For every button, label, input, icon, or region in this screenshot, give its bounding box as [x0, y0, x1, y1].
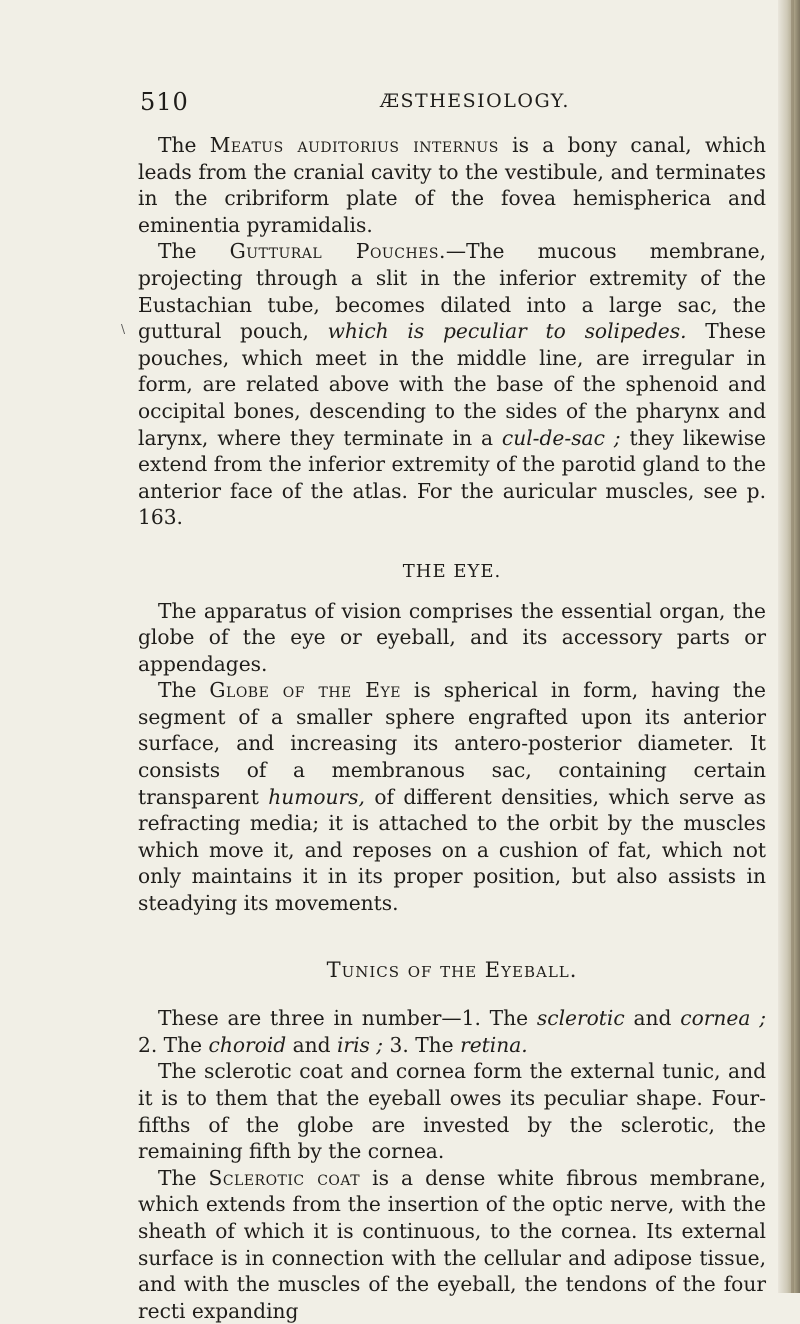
emphasis-cornea: cornea ; [680, 1006, 766, 1031]
emphasis-solipedes: which is peculiar to solipedes. [327, 319, 687, 344]
emphasis-retina: retina. [460, 1032, 528, 1057]
text-run: These pouches, which meet in the middle line, are irregular in form, are related above with the base of the sphenoid and occipital bones, descending to the sides of the pharynx and larynx, where they terminate in a [138, 319, 766, 450]
page-edge-shadow [778, 0, 800, 1293]
text-run: The [158, 133, 210, 157]
text-run: is spherical in form, having the segment of a smaller sphere engrafted upon its anterior surface, and increasing its antero-posterior diameter. It consists of a membranous sac, containing certain transparent [138, 678, 766, 809]
text-run: and [286, 1032, 337, 1057]
text-run: The [158, 239, 230, 264]
text-run: is a dense white fibrous membrane, which extends from the insertion of the optic nerve, with the sheath of which it is continuous, to the cornea. Its external surface is in connection with the cellular and adipose tissue, and with the muscles of the eyeball, the tendons of the four recti expanding [138, 1165, 766, 1323]
paragraph-meatus [138, 132, 766, 238]
term-guttural-pouches: Guttural Pouches. [229, 239, 446, 264]
text-run: 2. The [138, 1032, 209, 1057]
emphasis-cul-de-sac: cul-de-sac ; [501, 425, 621, 450]
text-run: The [158, 1165, 209, 1190]
running-head: ÆSTHESIOLOGY. [380, 90, 570, 112]
body-text [138, 132, 766, 1324]
text-run: of different densities, which serve as refracting media; it is attached to the orbit by the muscles which move it, and reposes on a cushion of fat, which not only maintains it in its proper position, but also assists in steadying its movements. [138, 784, 766, 916]
page-number: 510 [140, 88, 189, 116]
text-run: and [624, 1006, 681, 1031]
text-run: is a bony canal, which leads from the cranial cavity to the vestibule, and terminates in the cribriform plate of the fovea hemispherica and eminentia pyramidalis. [138, 133, 766, 237]
emphasis-iris: iris ; [336, 1032, 384, 1057]
page-header [140, 88, 740, 118]
paragraph-tunics-list [138, 1005, 766, 1058]
section-heading-tunics: Tunics of the Eyeball. [326, 957, 578, 982]
paragraph-guttural-pouches [138, 238, 766, 531]
section-heading-eye: THE EYE. [402, 560, 502, 582]
term-sclerotic-coat: Sclerotic coat [208, 1165, 361, 1190]
emphasis-humours: humours, [268, 784, 365, 809]
text-run: 3. The [383, 1032, 461, 1057]
term-globe-of-the-eye: Globe of the Eye [209, 678, 401, 703]
paragraph-globe [138, 677, 766, 916]
emphasis-sclerotic: sclerotic [536, 1006, 625, 1031]
page-edge-line [791, 0, 794, 1293]
text-run: —The mucous membrane, projecting through a slit in the inferior extremity of the Eustachian tube, becomes dilated into a large sac, the guttural pouch, [138, 239, 766, 344]
term-meatus-auditorius: Meatus auditorius internus [209, 133, 499, 157]
paragraph-sclerotic-coat [138, 1165, 766, 1324]
emphasis-choroid: choroid [208, 1032, 287, 1057]
paragraph-apparatus: The apparatus of vision comprises the essential organ, the globe of the eye or eyeball, and its accessory parts or appendages. [138, 598, 766, 676]
text-run: These are three in number—1. The [158, 1006, 537, 1031]
margin-mark: \ [121, 322, 126, 336]
text-run: they likewise extend from the inferior extremity of the parotid gland to the anterior face of the atlas. For the auricular muscles, see p. 163. [138, 425, 767, 530]
text-run: The [158, 678, 210, 703]
paragraph-external-tunic: The sclerotic coat and cornea form the external tunic, and it is to them that the eyeball owes its peculiar shape. Four-fifths of the globe are invested by the sclerotic, the remaining fifth by the cornea. [138, 1059, 766, 1164]
